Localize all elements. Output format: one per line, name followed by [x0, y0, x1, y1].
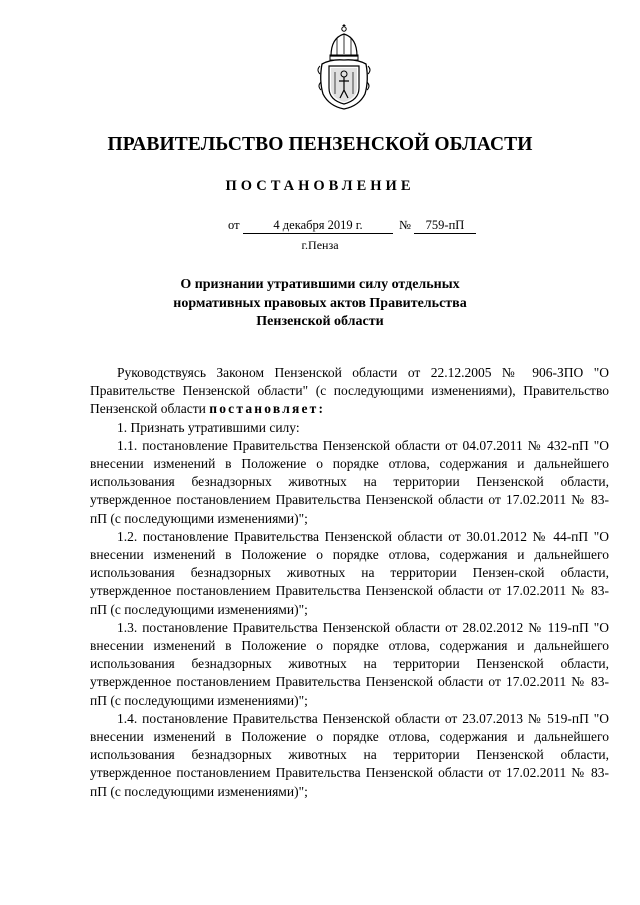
- item-1-paragraph: 1. Признать утратившими силу:: [117, 419, 300, 435]
- item-1-2-paragraph: 1.2. постановление Правительства Пензенской области от 30.01.2012 № 44-пП "О внесении изменений в Положение о порядке отлова, содержания и дальнейшего использования безнадзорных животных на территории Пензен-ской области, утвержденное постановлением Правительства Пензенской области от 17.02.2011 № 83-пП (с последующими изменениями)";: [90, 528, 609, 617]
- item-1-3-paragraph: 1.3. постановление Правительства Пензенской области от 28.02.2012 № 119-пП "О внесении изменений в Положение о порядке отлова, содержания и дальнейшего использования безнадзорных животных на территории Пензенской области, утвержденное постановлением Правительства Пензенской области от 17.02.2011 № 83-пП (с последующими изменениями)";: [90, 619, 609, 708]
- organization-title: ПРАВИТЕЛЬСТВО ПЕНЗЕНСКОЙ ОБЛАСТИ: [107, 134, 533, 155]
- document-type-heading: ПОСТАНОВЛЕНИЕ: [225, 178, 415, 194]
- document-date: 4 декабря 2019 г.: [243, 218, 393, 234]
- item-1-1-paragraph: 1.1. постановление Правительства Пензенской области от 04.07.2011 № 432-пП "О внесении изменений в Положение о порядке отлова, содержания и дальнейшего использования безнадзорных животных на территории Пензенской области, утвержденное постановлением Правительства Пензенской области от 17.02.2011 № 83-пП (с последующими изменениями)";: [90, 437, 609, 526]
- date-prefix: от: [228, 218, 240, 232]
- date-number-line: [0, 218, 640, 236]
- document-subject: [0, 276, 640, 332]
- preamble-verb: постановляет:: [209, 401, 326, 417]
- coat-of-arms-emblem: [317, 22, 371, 110]
- item-1-4-paragraph: 1.4. постановление Правительства Пензенской области от 23.07.2013 № 519-пП "О внесении изменений в Положение о порядке отлова, содержания и дальнейшего использования безнадзорных животных на территории Пензенской области, утвержденное постановлением Правительства Пензенской области от 17.02.2011 № 83-пП (с последующими изменениями)";: [90, 710, 609, 799]
- preamble-text: Руководствуясь Законом Пензенской области от 22.12.2005 № 906-ЗПО "О Правительстве Пензенской области" (с последующими изменениями), Правительство Пензенской области: [90, 365, 609, 417]
- subject-line: нормативных правовых актов Правительства: [173, 295, 467, 311]
- subject-line: Пензенской области: [256, 314, 384, 329]
- preamble-paragraph: [90, 364, 609, 419]
- subject-line: О признании утратившими силу отдельных: [180, 277, 460, 292]
- city-label: г.Пенза: [301, 238, 339, 252]
- document-body: [90, 364, 609, 801]
- number-prefix: №: [399, 218, 411, 232]
- document-number: 759-пП: [414, 218, 476, 234]
